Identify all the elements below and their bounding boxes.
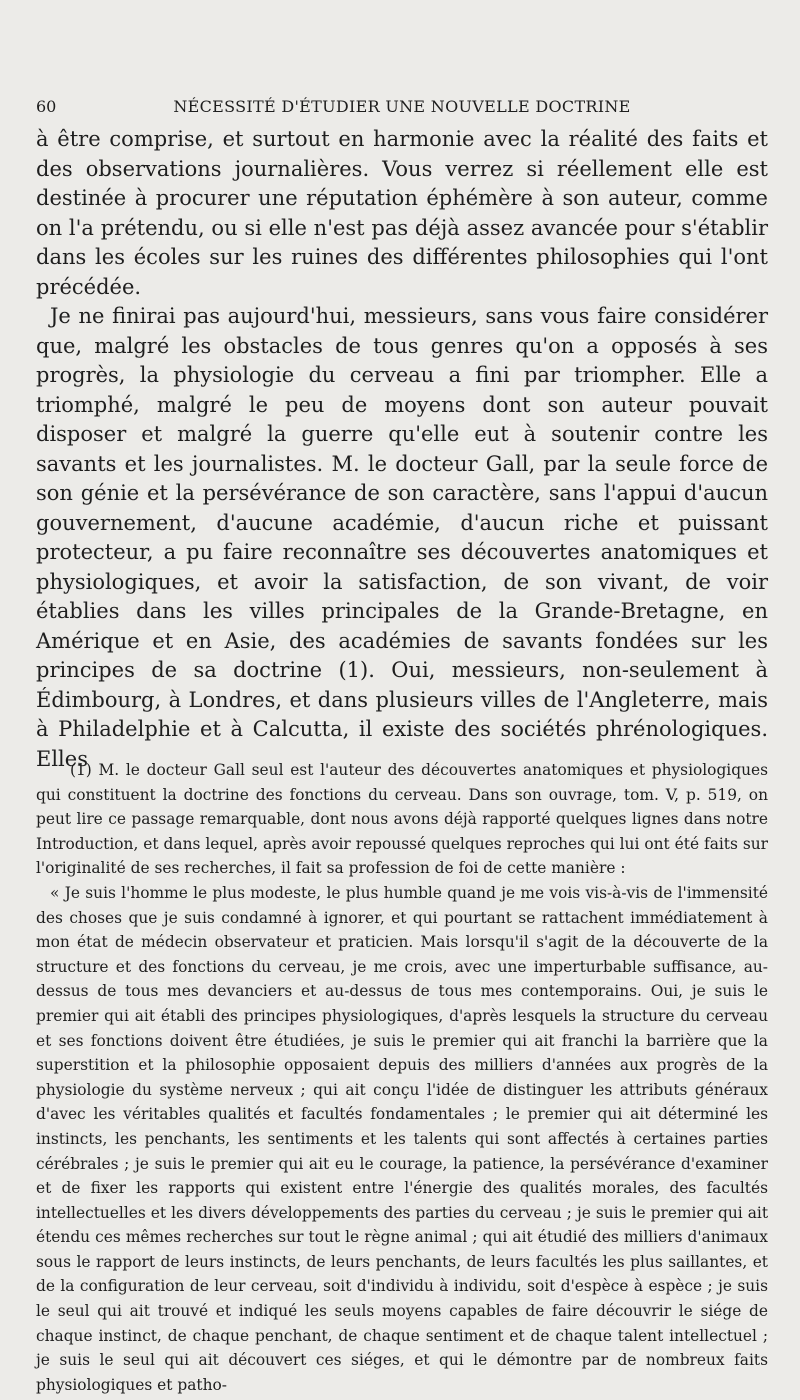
footnote-1: (1) M. le docteur Gall seul est l'auteur des découvertes anatomiques et physiologiques qui constituent la doctrine des fonctions du cerveau. Dans son ouvrage, tom. V, p. 519, on peut lire ce passage remarquable, dont nous avons déjà rapporté quelques lignes dans notre Introduction, et dans lequel, après avoir repoussé quelques reproches qui lui ont été faits sur l'originalité de ses recherches, il fait sa profession de foi de cette manière : [36, 761, 768, 878]
page-number: 60 [36, 97, 57, 116]
main-text [36, 125, 768, 774]
footnotes [36, 758, 768, 1397]
paragraph-continued: à être comprise, et surtout en harmonie avec la réalité des faits et des observations journalières. Vous verrez si réellement elle est destinée à procurer une réputation éphémère à son auteur, comme on l'a prétendu, ou si elle n'est pas déjà assez avancée pour s'établir dans les écoles sur les ruines des différentes philosophies qui l'ont précédée. [36, 127, 768, 299]
paragraph: Je ne finirai pas aujourd'hui, messieurs, sans vous faire considérer que, malgré les obstacles de tous genres qu'on a opposés à ses progrès, la physiologie du cerveau a fini par triompher. Elle a triomphé, malgré le peu de moyens dont son auteur pouvait disposer et malgré la guerre qu'elle eut à soutenir contre les savants et les journalistes. M. le docteur Gall, par la seule force de son génie et la persévérance de son caractère, sans l'appui d'aucun gouvernement, d'aucune académie, d'aucun riche et puissant protecteur, a pu faire reconnaître ses découvertes anatomiques et physiologiques, et avoir la satisfaction, de son vivant, de voir établies dans les villes principales de la Grande-Bretagne, en Amérique et en Asie, des académies de savants fondées sur les principes de sa doctrine (1). Oui, messieurs, non-seulement à Édimbourg, à Londres, et dans plusieurs villes de l'Angleterre, mais à Philadelphie et à Calcutta, il existe des sociétés phrénologiques. Elles [36, 304, 768, 771]
running-head [36, 97, 768, 119]
running-title: NÉCESSITÉ D'ÉTUDIER UNE NOUVELLE DOCTRINE [173, 97, 631, 116]
footnote-quote: « Je suis l'homme le plus modeste, le plus humble quand je me vois vis-à-vis de l'immensité des choses que je suis condamné à ignorer, et qui pourtant se rattachent immédiatement à mon état de médecin observateur et praticien. Mais lorsqu'il s'agit de la découverte de la structure et des fonctions du cerveau, je me crois, avec une imperturbable suffisance, au-dessus de tous mes devanciers et au-dessus de tous mes contemporains. Oui, je suis le premier qui ait établi des principes physiologiques, d'après lesquels la structure du cerveau et ses fonctions doivent être étudiées, je suis le premier qui ait franchi la barrière que la superstition et la philosophie opposaient depuis des milliers d'années aux progrès de la physiologie du système nerveux ; qui ait conçu l'idée de distinguer les attributs généraux d'avec les véritables qualités et facultés fondamentales ; le premier qui ait déterminé les instincts, les penchants, les sentiments et les talents qui sont affectés à certaines parties cérébrales ; je suis le premier qui ait eu le courage, la patience, la persévérance d'examiner et de fixer les rapports qui existent entre l'énergie des qualités morales, des facultés intellectuelles et les divers développements des parties du cerveau ; je suis le premier qui ait étendu ces mêmes recherches sur tout le règne animal ; qui ait étudié des milliers d'animaux sous le rapport de leurs instincts, de leurs penchants, de leurs facultés les plus saillantes, et de la configuration de leur cerveau, soit d'individu à individu, soit d'espèce à espèce ; je suis le seul qui ait trouvé et indiqué les seuls moyens capables de faire découvrir le siége de chaque instinct, de chaque penchant, de chaque sentiment et de chaque talent intellectuel ; je suis le seul qui ait découvert ces siéges, et qui le démontre par de nombreux faits physiologiques et patho- [36, 883, 768, 1394]
